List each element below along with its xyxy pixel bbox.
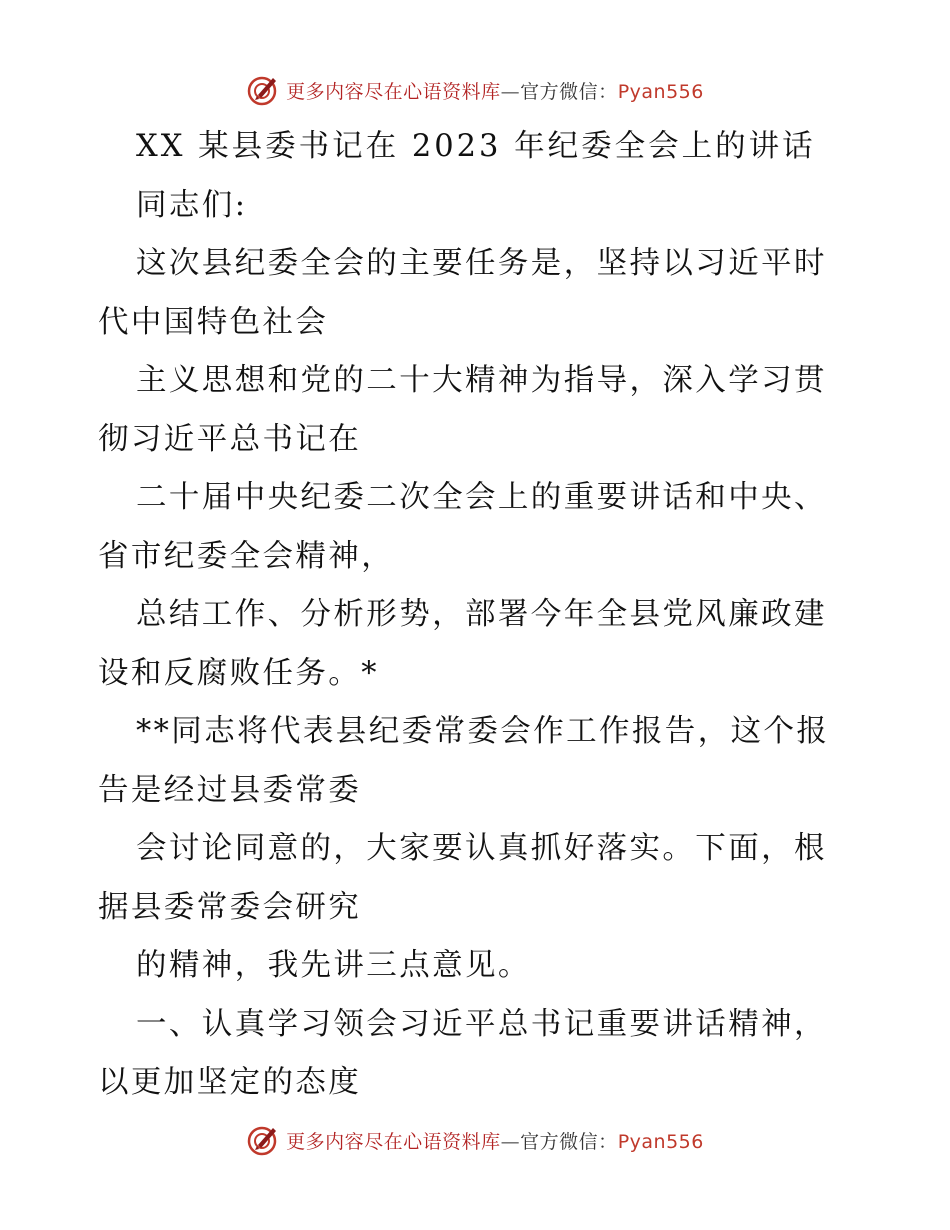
paragraph-line: 同志们: [136,187,248,223]
banner-wechat-id: Pyan556 [617,1130,704,1153]
footer-banner [0,1118,950,1162]
paragraph-line: **同志将代表县纪委常委会作工作报告，这个报 [136,714,830,749]
paragraph-line: 据县委常委会研究 [98,889,362,925]
pen-circle-logo-icon [246,1123,280,1157]
banner-text [286,1127,704,1154]
banner-text [286,77,704,104]
paragraph-line: 二十届中央纪委二次全会上的重要讲话和中央、 [136,480,827,515]
paragraph-line: 彻习近平总书记在 [98,421,362,457]
banner-separator: — [500,80,521,103]
paragraph-line: 主义思想和党的二十大精神为指导，深入学习贯 [136,363,827,398]
header-banner [0,68,950,112]
paragraph-line: 这次县纪委全会的主要任务是，坚持以习近平时 [136,246,827,281]
banner-wechat-id: Pyan556 [617,80,704,103]
section-heading-line: 一、认真学习领会习近平总书记重要讲话精神， [136,1006,827,1042]
paragraph-line: 的精神，我先讲三点意见。 [136,948,531,983]
paragraph-line: 总结工作、分析形势，部署今年全县党风廉政建 [136,597,827,632]
banner-brand: 更多内容尽在心语资料库 [286,1130,501,1153]
document-body [98,118,858,1113]
paragraph-line: 代中国特色社会 [98,304,329,340]
section-heading-line: 以更加坚定的态度 [98,1065,362,1100]
paragraph-line: 告是经过县委常委 [98,772,362,808]
paragraph-line: 会讨论同意的，大家要认真抓好落实。下面，根 [136,831,827,866]
banner-brand: 更多内容尽在心语资料库 [286,80,501,103]
banner-wechat-label: 官方微信： [520,80,618,103]
document-title: XX 某县委书记在 2023 年纪委全会上的讲话 [136,129,816,164]
banner-wechat-label: 官方微信： [520,1130,618,1153]
paragraph-line: 设和反腐败任务。* [98,655,379,691]
paragraph-line: 省市纪委全会精神， [98,538,395,574]
banner-separator: — [500,1130,521,1153]
pen-circle-logo-icon [246,73,280,107]
